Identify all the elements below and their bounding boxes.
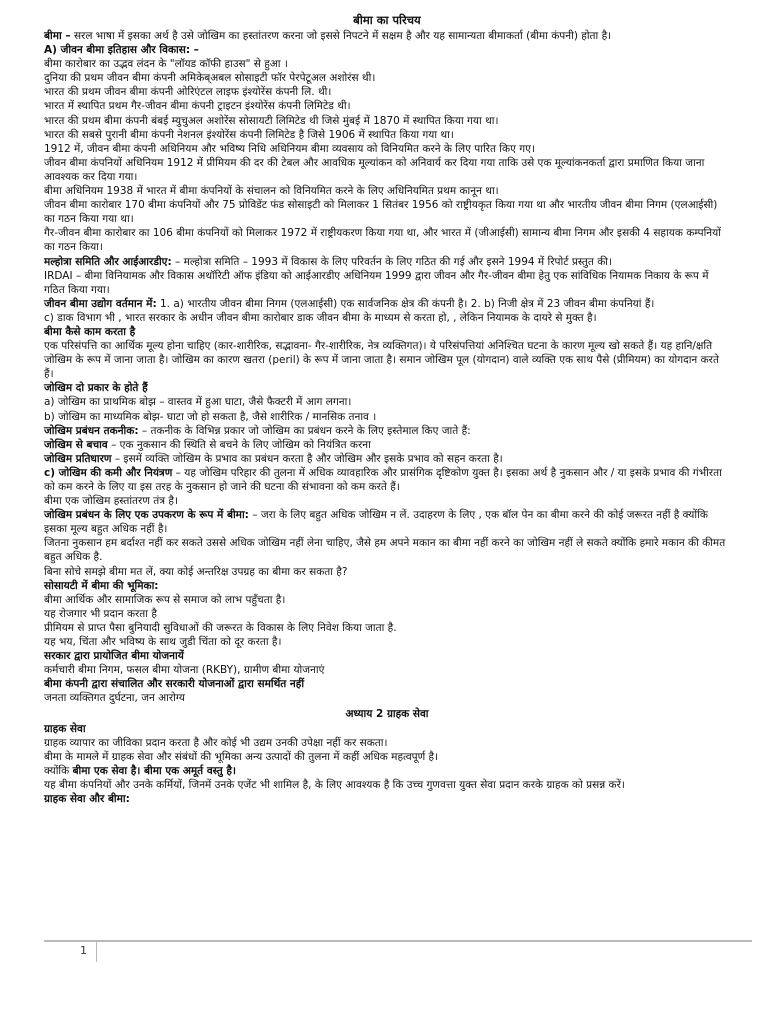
risk-types-heading: जोखिम दो प्रकार के होते हैं: [44, 382, 148, 395]
tool-line: बिना सोचे समझे बीमा मत लें, क्या कोई अन्तरिक्ष उपग्रह का बीमा कर सकता है?: [44, 565, 348, 578]
history-line: दुनिया की प्रथम जीवन बीमा कंपनी अमिकेब्अबल सोसाइटी फॉर पेरपेटूअल अशोरंस थी।: [44, 72, 376, 85]
chapter-line: बीमा के मामले में ग्राहक सेवा और संबंधों की भूमिका अन्य उत्पादों की तुलना में कहीं अधिक महत्वपूर्ण है।: [44, 750, 439, 763]
technique-term: जोखिम प्रबंधन तकनीक:: [44, 424, 139, 437]
history-line: जीवन बीमा कारोबार 170 बीमा कंपनियों और 75 प्रोविडेंट फंड सोसाइटी को मिलाकर 1 सितंबर 1956 को राष्ट्रीयकृत किया गया था और भारतीय जीवन बीमा निगम (एलआईसी) का गठन किया गया था।: [44, 199, 718, 226]
footer-tick: [96, 942, 97, 962]
history-line: भारत की प्रथम जीवन बीमा कंपनी ओरिएंटल लाइफ इंश्योरेंस कंपनी लि. थी।: [44, 86, 332, 99]
technique-line: [44, 424, 730, 438]
technique-text: – एक नुकसान की स्थिति से बचने के लिए जोखिम को नियंत्रित करना: [107, 438, 371, 451]
intro-text: सरल भाषा में इसका अर्थ है उसे जोखिम का हस्तांतरण करना जो इससे निपटने में सक्षम है और यह सामान्यता बीमाकर्ता (बीमा कंपनी) होता है।: [70, 30, 612, 42]
industry-text: 1. a) भारतीय जीवन बीमा निगम (एलआईसी) एक सार्वजनिक क्षेत्र की कंपनी है। 2. b) निजी क्षेत्र में 23 जीवन बीमा कंपनियां हैं।: [156, 297, 655, 310]
history-line: बीमा अधिनियम 1938 में भारत में बीमा कंपनियों के संचालन को विनियमित करने के लिए अधिनियमित प्रथम कानून था।: [44, 185, 499, 198]
technique-line: [44, 452, 730, 466]
industry-term: जीवन बीमा उद्योग वर्तमान में:: [44, 297, 157, 310]
tool-line: जितना नुकसान हम बर्दाश्त नहीं कर सकते उससे अधिक जोखिम नहीं लेना चाहिए, जैसे हम अपने मकान का बीमा नहीं करने का जोखिम नहीं ले सकते क्योंकि हमारे मकान की कीमत बहुत अधिक है.: [44, 537, 726, 564]
tool-text: – जरा के लिए बहुत अधिक जोखिम न लें. उदाहरण के लिए , एक बॉल पेन का बीमा करने की कोई जरूरत नहीं है क्योंकि इसका मूल्य बहुत अधिक नहीं है।: [44, 509, 708, 536]
risk-transfer-line: बीमा एक जोखिम हस्तांतरण तंत्र है।: [44, 495, 178, 508]
history-line: 1912 में, जीवन बीमा कंपनी अधिनियम और भविष्य निधि अधिनियम बीमा व्यवसाय को विनियमित करने के लिए पारित किए गए।: [44, 142, 535, 155]
society-line: प्रीमियम से प्राप्त पैसा बुनियादी सुविधाओं की जरूरत के विकास के लिए निवेश किया जाता है.: [44, 621, 397, 634]
industry-paragraph: [44, 297, 730, 311]
irdai-paragraph: IRDAI – बीमा विनियामक और विकास अथॉरिटी ऑफ इंडिया को आईआरडीए अधिनियम 1999 द्वारा जीवन और गैर-जीवन बीमा हेतु एक सांविधिक नियामक निकाय के रूप में गठित किया गया।: [44, 269, 709, 296]
how-works-text: एक परिसंपत्ति का आर्थिक मूल्य होना चाहिए (कार-शारीरिक, सद्भावना- गैर-शारीरिक, नेत्र व्यक्तिगत)। ये परिसंपत्तियां अनिश्चित घटना के कारण मूल्य खो सकते हैं। यह हानि/क्षति जोखिम के रूप में जाना जाता है। जोखिम का कारण खतरा (peril) के रूप में जाना जाता है। समान जोखिम पूल (योगदान) वाले व्यक्ति एक साथ पैसे (प्रीमियम) का योगदान करते हैं।: [44, 340, 719, 381]
society-line: यह रोजगार भी प्रदान करता है: [44, 607, 157, 620]
malhotra-text: – मल्होत्रा समिति – 1993 में विकास के लिए परिवर्तन के लिए गठित की गई और इसने 1994 में रिपोर्ट प्रस्तुत की।: [171, 255, 612, 268]
history-line: भारत की सबसे पुरानी बीमा कंपनी नेशनल इंश्योरेंस कंपनी लिमिटेड है जिसे 1906 में स्थापित किया गया था।: [44, 128, 454, 141]
how-works-heading: बीमा कैसे काम करता है: [44, 325, 136, 338]
malhotra-term: मल्होत्रा समिति और आईआरडीए:: [44, 255, 172, 268]
chapter-title: अध्याय 2 ग्राहक सेवा: [345, 707, 429, 720]
technique-term: जोखिम से बचाव: [44, 438, 108, 451]
why-bold: बीमा एक सेवा है। बीमा एक अमूर्त वस्तु है।: [72, 764, 236, 777]
history-line: भारत में स्थापित प्रथम गैर-जीवन बीमा कंपनी ट्राइटन इंश्योरेंस कंपनी लिमिटेड थी।: [44, 100, 351, 113]
technique-term: c) जोखिम की कमी और नियंत्रण: [44, 466, 173, 479]
society-line: बीमा आर्थिक और सामाजिक रूप से समाज को लाभ पहुँचता है।: [44, 593, 286, 606]
intro-paragraph: [44, 29, 730, 43]
page-number: 1: [80, 944, 87, 957]
history-line: जीवन बीमा कंपनियों अधिनियम 1912 में प्रीमियम की दर की टेबल और आवधिक मूल्यांकन को अनिवार्य कर दिया गया ताकि उसे एक मूल्यांकनकर्ता द्वारा प्रमाणित किया जाना आवश्यक कर दिया गया।: [44, 156, 705, 183]
risk-type-a: a) जोखिम का प्राथमिक बोझ – वास्तव में हुआ घाटा, जैसे फैक्टरी में आग लगना।: [44, 396, 352, 409]
tool-term: जोखिम प्रबंधन के लिए एक उपकरण के रूप में बीमा:: [44, 509, 249, 522]
chapter-line: ग्राहक व्यापार का जीविका प्रदान करता है और कोई भी उद्यम उनकी उपेक्षा नहीं कर सकता।: [44, 736, 388, 749]
history-line: गैर-जीवन बीमा कारोबार का 106 बीमा कंपनियों को मिलाकर 1972 में राष्ट्रीयकरण किया गया था, और भारत में (जीआईसी) सामान्य बीमा निगम और इसकी 4 सहायक कम्पनियों का गठन किया।: [44, 227, 721, 254]
technique-text: – इसमें व्यक्ति जोखिम के प्रभाव का प्रबंधन करता है और जोखिम और इसके प्रभाव को सहन करता है।: [111, 452, 503, 465]
page-title: बीमा का परिचय: [353, 13, 421, 27]
customer-service-insurance-heading: ग्राहक सेवा और बीमा:: [44, 792, 130, 805]
chapter-line: यह बीमा कंपनियों और उनके कर्मियों, जिनमें उनके एजेंट भी शामिल है, के लिए आवश्यक है कि उच्च गुणवत्ता युक्त सेवा प्रदान करके ग्राहक को प्रसन्न करें।: [44, 778, 625, 791]
intro-term: बीमा –: [44, 30, 71, 42]
govt-heading-2: बीमा कंपनी द्वारा संचालित और सरकारी योजनाओं द्वारा समर्थित नहीं: [44, 678, 305, 691]
chapter-why-line: [44, 764, 730, 778]
history-line: भारत की प्रथम बीमा कंपनी बंबई म्युचुअल अशोरेंस सोसायटी लिमिटेड थी जिसे मुंबई में 1870 में स्थापित किया गया था।: [44, 114, 499, 127]
technique-text: – यह जोखिम परिहार की तुलना में अधिक व्यावहारिक और प्रासंगिक दृष्टिकोण युक्त है। इसका अर्थ है नुकसान और / या इसके प्रभाव की गंभीरता को कम करने के लिए या इस तरह के नुकसान हो जाने की घटना की संभावना को कम करते हैं।: [44, 466, 722, 493]
govt-text-2: जनता व्यक्तिगत दुर्घटना, जन आरोग्य: [44, 692, 185, 705]
society-line: यह भय, चिंता और भविष्य के साथ जुडी चिंता को दूर करता है।: [44, 636, 282, 649]
section-a-heading: A) जीवन बीमा इतिहास और विकास: –: [44, 44, 199, 57]
industry-line-c: c) डाक विभाग भी , भारत सरकार के अधीन जीवन बीमा कारोबार डाक जीवन बीमा के माध्यम से करता हो, , लेकिन नियामक के दायरे से मुक्त है।: [44, 311, 597, 324]
govt-heading: सरकार द्वारा प्रायोजित बीमा योजनायें: [44, 650, 184, 663]
technique-line: [44, 438, 730, 452]
customer-service-heading: ग्राहक सेवा: [44, 722, 86, 735]
risk-type-b: b) जोखिम का माध्यमिक बोझ- घाटा जो हो सकता है, जैसे शारीरिक / मानसिक तनाव ।: [44, 410, 377, 423]
malhotra-paragraph: [44, 255, 730, 269]
govt-text: कर्मचारी बीमा निगम, फसल बीमा योजना (RKBY), ग्रामीण बीमा योजनाएं: [44, 664, 325, 677]
document-page: [44, 12, 730, 806]
tool-paragraph: [44, 508, 730, 536]
history-line: बीमा कारोबार का उद्भव लंदन के "लॉयड कॉफी हाउस" से हुआ ।: [44, 58, 288, 71]
technique-term: जोखिम प्रतिधारण: [44, 452, 112, 465]
technique-text: – तकनीक के विभिन्न प्रकार जो जोखिम का प्रबंधन करने के लिए इस्तेमाल किए जाते हैं:: [138, 424, 471, 437]
footer-divider: [44, 940, 752, 942]
why-prefix: क्योंकि: [44, 764, 73, 777]
society-heading: सोसायटी में बीमा की भूमिका:: [44, 579, 159, 592]
technique-line: [44, 466, 730, 494]
